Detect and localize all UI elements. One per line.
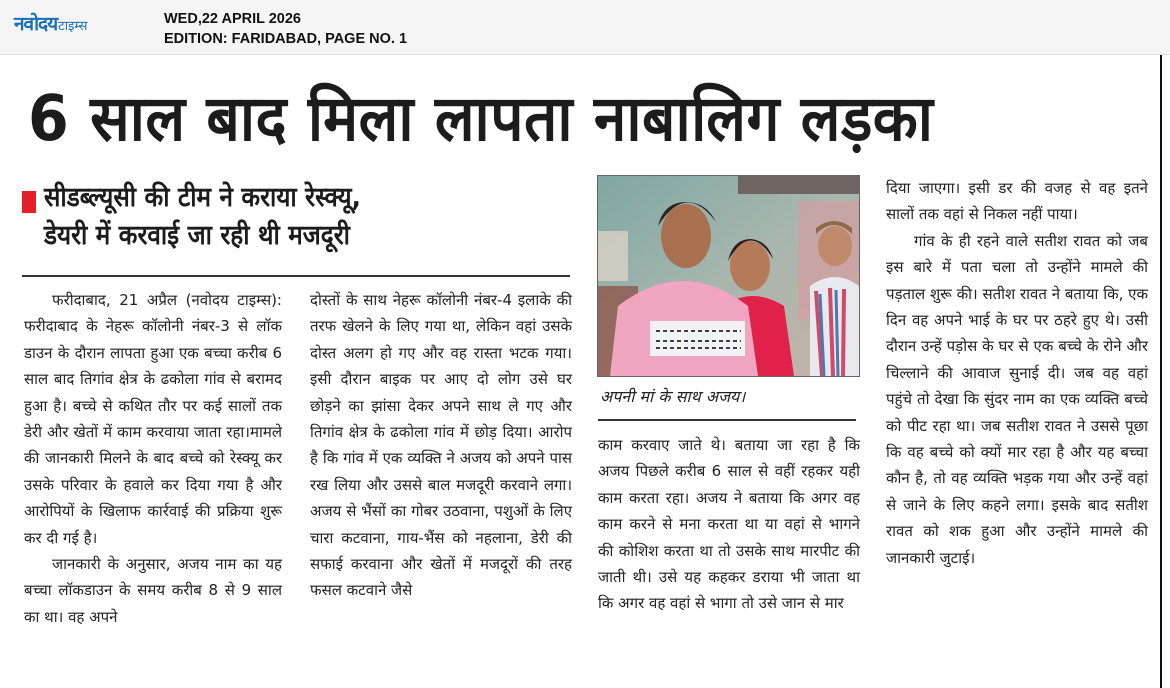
logo-main-text: नवोदय: [14, 13, 58, 35]
paragraph: दिया जाएगा। इसी डर की वजह से वह इतने सालों तक वहां से निकल नहीं पाया।: [886, 179, 1148, 224]
photo-caption: अपनी मां के साथ अजय।: [600, 387, 746, 406]
newspaper-logo[interactable]: [14, 10, 87, 36]
logo-sub-text: टाइम्स: [58, 19, 88, 34]
red-bullet-icon: [22, 191, 36, 213]
paragraph: फरीदाबाद, 21 अप्रैल (नवोदय टाइम्स): फरीदाबाद के नेहरू कॉलोनी नंबर-3 से लॉक डाउन के दौरान लापता हुआ एक बच्चा करीब 6 साल बाद तिगांव क्षेत्र के ढकोला गांव से बरामद हुआ है। बच्चे से कथित तौर पर कई सालों तक डेरी और खेतों में काम करवाया जाता रहा।मामले की जानकारी मिलने के बाद बच्चे को रेस्क्यू कर उसके परिवार के हवाले कर दिया गया है और आरोपियों के खिलाफ कार्रवाई की प्रक्रिया शुरू कर दी गई है।: [24, 291, 282, 547]
article-column-4: [886, 175, 1148, 571]
edition-date: WED,22 APRIL 2026: [164, 11, 301, 27]
subheadline-divider: [22, 275, 570, 277]
subheadline-line-1: सीडब्ल्यूसी की टीम ने कराया रेस्क्यू,: [44, 182, 361, 213]
paragraph: जानकारी के अनुसार, अजय नाम का यह बच्चा लॉकडाउन के समय करीब 8 से 9 साल का था। वह अपने: [24, 555, 282, 626]
newspaper-header: [0, 0, 1170, 55]
subheadline-line-2: डेयरी में करवाई जा रही थी मजदूरी: [44, 220, 350, 251]
article-clipping: [0, 55, 1162, 688]
paragraph: काम करवाए जाते थे। बताया जा रहा है कि अजय पिछले करीब 6 साल से वहीं रहकर यही काम करता रहा। अजय ने बताया कि अगर वह काम करने से मना करता था या वहां से भागने की कोशिश करता था तो उसके साथ मारपीट की जाती थी। उसे यह कहकर डराया भी जाता था कि अगर वह वहां से भागा तो उसे जान से मार: [598, 436, 860, 613]
article-headline: 6 साल बाद मिला लापता नाबालिग लड़का: [28, 82, 934, 155]
article-column-1: [24, 287, 282, 630]
article-photo: [597, 175, 860, 377]
edition-info: [164, 9, 407, 49]
paragraph: दोस्तों के साथ नेहरू कॉलोनी नंबर-4 इलाके की तरफ खेलने के लिए गया था, लेकिन वहां उसके दोस्त अलग हो गए और वह रास्ता भटक गया। इसी दौरान बाइक पर आए दो लोग उसे घर छोड़ने का झांसा देकर अपने साथ ले गए और तिगांव क्षेत्र के ढकोला गांव में छोड़ दिया। आरोप है कि गांव में एक व्यक्ति ने अजय को अपने पास रख लिया और उससे बाल मजदूरी करवाने लगा। अजय से भैंसों का गोबर उठवाना, पशुओं के लिए चारा कटवाना, गाय-भैंस को नहलाना, डेरी की सफाई करवाना और खेतों में मजदूरों की तरह फसल कटवाने जैसे: [310, 291, 572, 600]
article-column-2: [310, 287, 572, 604]
photo-ajay-with-mother: [598, 176, 859, 376]
paragraph: गांव के ही रहने वाले सतीश रावत को जब इस बारे में पता चला तो उन्होंने मामले की पड़ताल शुरू की। सतीश रावत ने बताया कि, एक दिन वह अपने भाई के घर पर ठहरे हुए थे। उसी दौरान उन्हें पड़ोस के घर से एक बच्चे के रोने और चिल्लाने की आवाज सुनाई दी। जब वह वहां पहुंचे तो देखा कि सुंदर नाम का एक व्यक्ति बच्चे को पीट रहा था। जब सतीश रावत ने उससे पूछा कि वह बच्चे को क्यों मार रहा है और यह बच्चा कौन है, तो वह व्यक्ति भड़क गया और उन्हें वहां से जाने के लिए कहने लगा। इसके बाद सतीश रावत को शक हुआ और उन्होंने मामले की जानकारी जुटाई।: [886, 231, 1148, 567]
caption-divider: [598, 419, 856, 421]
article-subheadline: [22, 179, 562, 255]
article-column-3: [598, 432, 860, 617]
edition-page: EDITION: FARIDABAD, PAGE NO. 1: [164, 31, 408, 47]
